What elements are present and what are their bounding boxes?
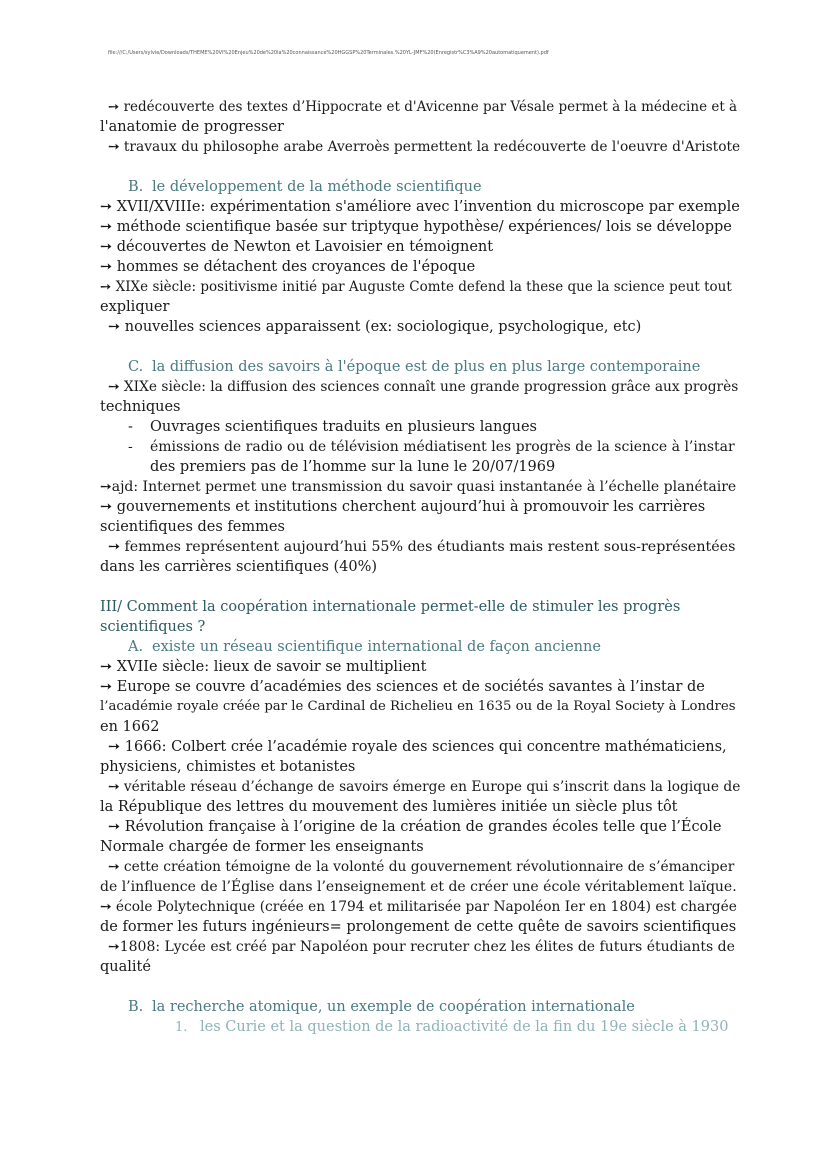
text-line: techniques (100, 399, 181, 415)
text-line: ➙ XIXe siècle: positivisme initié par Auguste Comte defend la these que la science peut tout (100, 279, 732, 295)
section-3a-title: existe un réseau scientifique international de façon ancienne (152, 639, 601, 655)
text-line: ➙ nouvelles sciences apparaissent (ex: sociologique, psychologique, etc) (108, 319, 642, 335)
text-line: qualité (100, 959, 151, 975)
text-line: ➙ Révolution française à l’origine de la création de grandes écoles telle que l’École (108, 819, 722, 835)
section-3a-heading (100, 637, 740, 657)
dash-item-text: émissions de radio ou de télévision médiatisent les progrès de la science à l’instar (150, 439, 735, 455)
text-line: de l’influence de l’Église dans l’enseignement et de créer une école véritablement laïque. (100, 879, 737, 895)
section-3a-number: A. (128, 639, 144, 655)
text-line: ➙ 1666: Colbert crée l’académie royale des sciences qui concentre mathématiciens, (108, 739, 727, 755)
subsection-number: 1. (175, 1020, 188, 1035)
subsection-heading (100, 1017, 740, 1038)
text-line: ➙1808: Lycée est créé par Napoléon pour recruter chez les élites de futurs étudiants de (108, 939, 735, 955)
document-body (100, 97, 740, 1038)
text-line: ➙ cette création témoigne de la volonté du gouvernement révolutionnaire de s’émanciper (108, 859, 735, 875)
dash-list-item: - Ouvrages scientifiques traduits en plusieurs langues (100, 417, 740, 437)
text-line: scientifiques des femmes (100, 519, 285, 535)
text-line: ➙ découvertes de Newton et Lavoisier en témoignent (100, 239, 494, 255)
dash-item-text: Ouvrages scientifiques traduits en plusieurs langues (150, 419, 537, 435)
text-line: ➙ véritable réseau d’échange de savoirs émerge en Europe qui s’inscrit dans la logique de (108, 779, 741, 795)
text-line: ➙ajd: Internet permet une transmission du savoir quasi instantanée à l’échelle planétaire (100, 479, 737, 495)
text-line: ➙ gouvernements et institutions cherchent aujourd’hui à promouvoir les carrières (100, 499, 706, 515)
text-line: la République des lettres du mouvement des lumières initiée un siècle plus tôt (100, 799, 678, 815)
dash-list-item: - émissions de radio ou de télévision médiatisent les progrès de la science à l’instar (100, 437, 740, 457)
subsection-title: les Curie et la question de la radioactivité de la fin du 19e siècle à 1930 (200, 1019, 729, 1035)
text-line: ➙ XIXe siècle: la diffusion des sciences connaît une grande progression grâce aux progrès (108, 379, 739, 395)
text-line: ➙ école Polytechnique (créée en 1794 et militarisée par Napoléon Ier en 1804) est chargée (100, 899, 737, 915)
text-line: de former les futurs ingénieurs= prolongement de cette quête de savoirs scientifiques (100, 919, 737, 935)
section-3b-heading (100, 997, 740, 1017)
part-three-title-cont: scientifiques ? (100, 619, 206, 635)
section-3b-title: la recherche atomique, un exemple de coopération internationale (152, 999, 635, 1015)
text-line: expliquer (100, 299, 170, 315)
section-b-title: le développement de la méthode scientifique (152, 179, 482, 195)
text-line: ➙ redécouverte des textes d’Hippocrate et d'Avicenne par Vésale permet à la médecine et à (108, 99, 738, 115)
section-b-heading (100, 177, 740, 197)
part-three-title: III/ Comment la coopération internationale permet-elle de stimuler les progrès (100, 599, 681, 615)
text-line: physiciens, chimistes et botanistes (100, 759, 356, 775)
text-line: ➙ méthode scientifique basée sur triptyque hypothèse/ expériences/ lois se développe (100, 219, 732, 235)
text-line: ➙ XVIIe siècle: lieux de savoir se multiplient (100, 659, 427, 675)
text-line: des premiers pas de l’homme sur la lune le 20/07/1969 (150, 459, 556, 475)
text-line: ➙ Europe se couvre d’académies des sciences et de sociétés savantes à l’instar de (100, 679, 705, 695)
text-line: ➙ XVII/XVIIIe: expérimentation s'améliore avec l’invention du microscope par exemple (100, 199, 740, 215)
text-line: ➙ travaux du philosophe arabe Averroès permettent la redécouverte de l'oeuvre d'Aristote (108, 139, 741, 155)
section-3b-number: B. (128, 999, 144, 1015)
text-line: Normale chargée de former les enseignants (100, 839, 424, 855)
section-c-number: C. (128, 359, 144, 375)
section-c-heading (100, 357, 740, 377)
section-b-number: B. (128, 179, 144, 195)
text-line: l'anatomie de progresser (100, 119, 284, 135)
text-line: ➙ hommes se détachent des croyances de l'époque (100, 259, 476, 275)
text-line: ➙ femmes représentent aujourd’hui 55% des étudiants mais restent sous-représentées (108, 539, 736, 555)
section-c-title: la diffusion des savoirs à l'époque est de plus en plus large contemporaine (152, 359, 701, 375)
text-line: dans les carrières scientifiques (40%) (100, 559, 378, 575)
text-line: l’académie royale créée par le Cardinal de Richelieu en 1635 ou de la Royal Society à Londres (100, 699, 736, 714)
file-path-header: file:///C:/Users/sylvie/Downloads/THEME%20VI%20Enjeu%20de%20la%20connaissance%20HGGSP%20Terminales.%20YL-JMF%20(Enregistr%C3%A9%20automatiquement).pdf (108, 50, 549, 56)
text-line: en 1662 (100, 719, 160, 735)
